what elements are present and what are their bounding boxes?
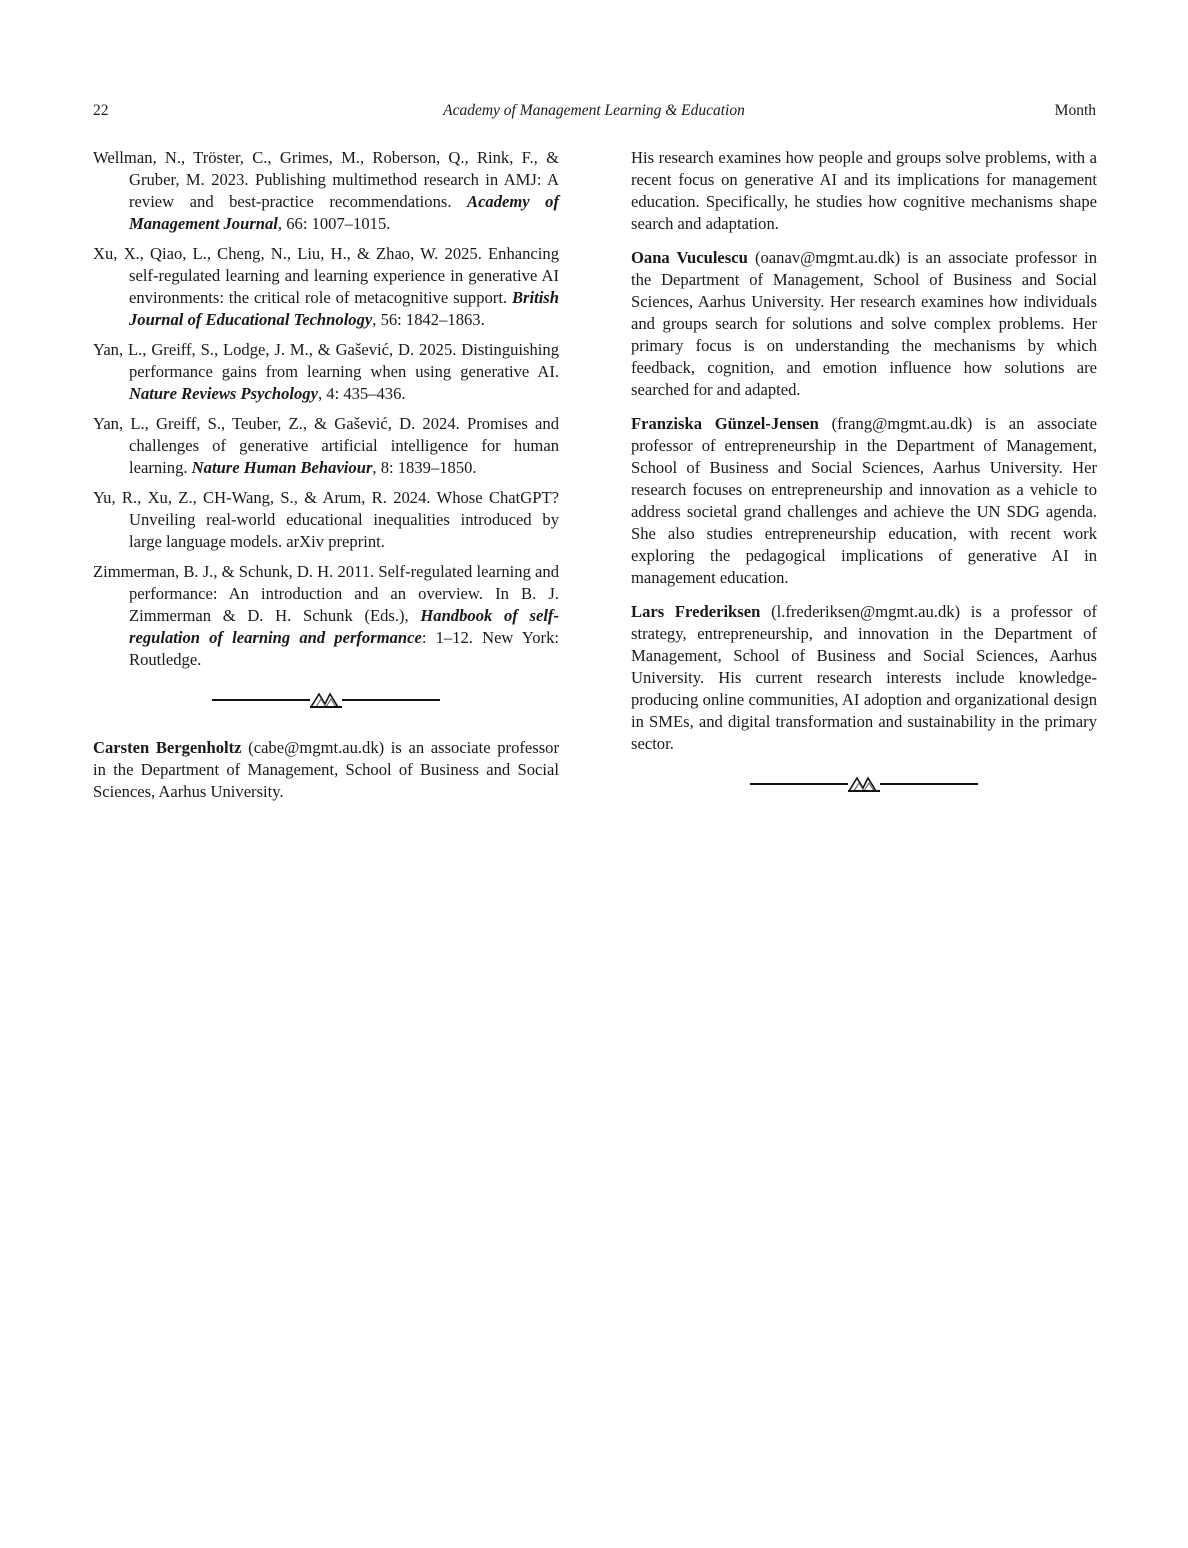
bio-gunzel-jensen (631, 413, 1097, 589)
reference-text: Zimmerman, B. J., & Schunk, D. H. 2011. Self-regulated learning and performance: An introduction and an overview. In B. J. Zimmerman & D. H. Schunk (Eds.), (93, 562, 559, 625)
amle-logo-icon (848, 774, 880, 794)
reference-entry (93, 339, 559, 405)
bio-bergenholtz (93, 737, 559, 803)
reference-entry (93, 487, 559, 553)
reference-journal: Nature Reviews Psychology (129, 384, 318, 403)
bio-text: (cabe@mgmt.au.dk) is an associate professor in the Department of Management, School of Business and Social Sciences, Aarhus University. (93, 738, 559, 801)
bio-continuation (631, 147, 1097, 235)
reference-text: , 4: 435–436. (317, 384, 406, 403)
reference-text: Yu, R., Xu, Z., CH-Wang, S., & Arum, R. 2024. Whose ChatGPT? Unveiling real-world educational inequalities introduced by large language models. arXiv preprint. (93, 488, 559, 551)
author-name: Lars Frederiksen (631, 602, 761, 621)
bio-text: (oanav@mgmt.au.dk) is an associate professor in the Department of Management, School of Business and Social Sciences, Aarhus University. Her research examines how individuals and groups search for solutions and solve complex problems. Her primary focus is on understanding the mechanisms by which feedback, cognition, and emotion influence how solutions are searched for and adapted. (631, 248, 1098, 399)
bio-text: (frang@mgmt.au.dk) is an associate professor of entrepreneurship in the Department of Management, School of Business and Social Sciences, Aarhus University. Her research focuses on entrepreneurship and innovation as a vehicle to address societal grand challenges and achieve the UN SDG agenda. She also studies entrepreneurship education, with recent work exploring the pedagogical implications of generative AI in management education. (631, 414, 1097, 587)
reference-text: Yan, L., Greiff, S., Teuber, Z., & Gašević, D. 2024. Promises and challenges of generative artificial intelligence for human learning. (93, 414, 559, 477)
reference-journal: Nature Human Behaviour (191, 458, 373, 477)
author-name: Oana Vuculescu (631, 248, 748, 267)
journal-title: Academy of Management Learning & Education (443, 102, 745, 119)
reference-text: Yan, L., Greiff, S., Lodge, J. M., & Gašević, D. 2025. Distinguishing performance gains from learning when using generative AI. (93, 340, 559, 381)
right-column (631, 147, 1097, 821)
reference-journal: Handbook of self-regulation of learning and performance (129, 606, 559, 647)
reference-entry (93, 243, 559, 331)
bio-text: (l.frederiksen@mgmt.au.dk) is a professor of strategy, entrepreneurship, and innovation in the Department of Management, School of Business and Social Sciences, Aarhus University. His current research interests include knowledge-producing online communities, AI adoption and organizational design in SMEs, and digital transformation and sustainability in the primary sector. (631, 602, 1097, 753)
amle-logo-icon (310, 690, 342, 710)
reference-text: : 1–12. New York: Routledge. (129, 628, 559, 669)
author-name: Franziska Günzel-Jensen (631, 414, 819, 433)
reference-entry (93, 413, 559, 479)
page-number: 22 (93, 102, 109, 119)
reference-journal: British Journal of Educational Technology (129, 288, 559, 329)
reference-entry (93, 147, 559, 235)
reference-text: , 8: 1839–1850. (372, 458, 477, 477)
reference-text: Wellman, N., Tröster, C., Grimes, M., Roberson, Q., Rink, F., & Gruber, M. 2023. Publishing multimethod research in AMJ: A review and best-practice recommendations. (93, 148, 559, 211)
reference-text: Xu, X., Qiao, L., Cheng, N., Liu, H., & Zhao, W. 2025. Enhancing self-regulated learning and learning experience in generative AI environments: the critical role of metacognitive support. (93, 244, 559, 307)
reference-entry (93, 561, 559, 671)
section-ornament-end (631, 769, 1097, 799)
reference-text: , 66: 1007–1015. (277, 214, 391, 233)
reference-list (93, 147, 559, 671)
bio-text: His research examines how people and groups solve problems, with a recent focus on generative AI and its implications for management education. Specifically, he studies how cognitive mechanisms shape search and adaptation. (631, 148, 1097, 233)
reference-text: , 56: 1842–1863. (372, 310, 485, 329)
issue-month: Month (1054, 102, 1096, 119)
section-ornament (93, 685, 559, 715)
left-column (93, 147, 559, 815)
author-name: Carsten Bergenholtz (93, 738, 242, 757)
bio-vuculescu (631, 247, 1097, 401)
reference-journal: Academy of Management Journal (129, 192, 559, 233)
bio-frederiksen (631, 601, 1097, 755)
